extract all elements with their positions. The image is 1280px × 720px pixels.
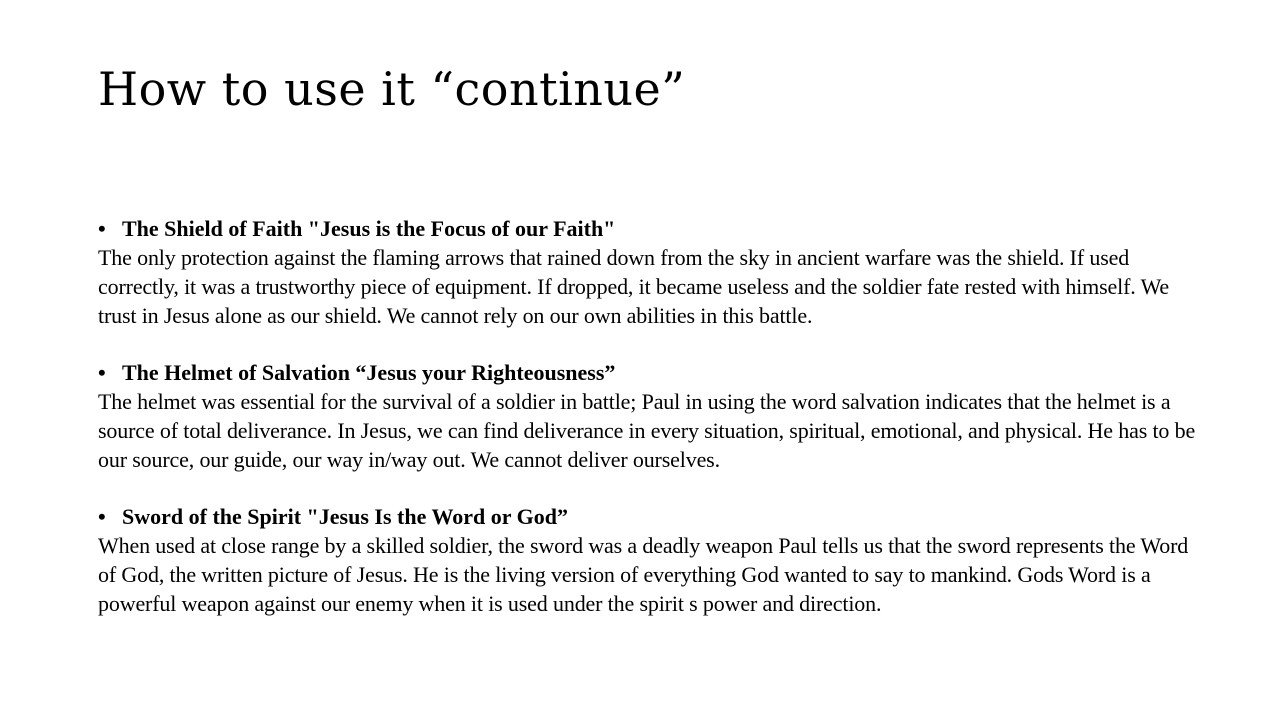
section-body: The helmet was essential for the survival of a soldier in battle; Paul in using the word salvation indicates that the helmet is a source of total deliverance. In Jesus, we can find deliverance in every situation, spiritual, emotional, and physical. He has to be our source, our guide, our way in/way out. We cannot deliver ourselves. (98, 389, 1196, 472)
section-heading (98, 502, 1198, 531)
section-body: When used at close range by a skilled soldier, the sword was a deadly weapon Paul tells us that the sword represents the Word of God, the written picture of Jesus. He is the living version of everything God wanted to say to mankind. Gods Word is a powerful weapon against our enemy when it is used under the spirit s power and direction. (98, 533, 1189, 616)
section-heading (98, 214, 1198, 243)
section-heading-text: Sword of the Spirit "Jesus Is the Word or God” (122, 504, 568, 529)
slide-content (98, 214, 1198, 646)
bullet-icon: • (98, 360, 106, 385)
section-helmet-of-salvation (98, 358, 1198, 474)
section-heading-text: The Shield of Faith "Jesus is the Focus of our Faith" (122, 216, 616, 241)
section-heading (98, 358, 1198, 387)
bullet-icon: • (98, 216, 106, 241)
section-body: The only protection against the flaming arrows that rained down from the sky in ancient warfare was the shield. If used correctly, it was a trustworthy piece of equipment. If dropped, it became useless and the soldier fate rested with himself. We trust in Jesus alone as our shield. We cannot rely on our own abilities in this battle. (98, 245, 1170, 328)
bullet-icon: • (98, 504, 106, 529)
section-sword-of-the-spirit (98, 502, 1198, 618)
section-heading-text: The Helmet of Salvation “Jesus your Righteousness” (122, 360, 616, 385)
section-shield-of-faith (98, 214, 1198, 330)
slide-title: How to use it “continue” (98, 62, 686, 116)
